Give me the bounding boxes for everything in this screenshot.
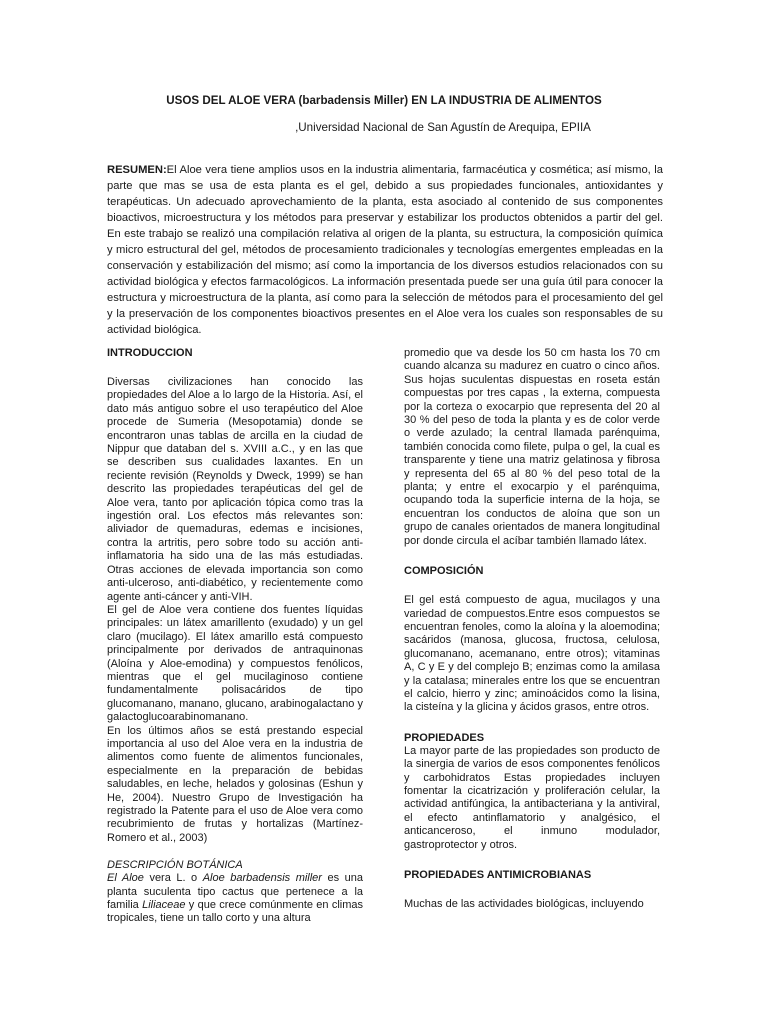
desc-text-2: es una planta suculenta tipo cactus que pertenece a la familia [107,872,363,912]
desc-paragraph [107,872,363,926]
section-heading-propiedades: PROPIEDADES [404,731,485,744]
section-heading-composicion: COMPOSICIÓN [404,565,484,578]
composition-paragraph: El gel está compuesto de agua, mucilagos y una variedad de compuestos.Entre esos compuestos se encuentran fenoles, como la aloína y la aloemodina; sacáridos (manosa, glucosa, fructosa, celulosa, glucomanano, acemanano, entre otros); vitaminas A, C y E y del complejo B; enzimas como la amilasa y la catalasa; minerales entre los que se encuentran el calcio, hierro y zinc; aminoácidos como la lisina, la cisteína y la glicina y ácidos grasos, entre otros. [404,594,660,714]
abstract-text: El Aloe vera tiene amplios usos en la industria alimentaria, farmacéutica y cosmética; así mismo, la parte que mas se usa de esta planta es el gel, debido a sus propiedades funcionales, antioxidantes y terapéuticas. Un adecuado aprovechamiento de la planta, esta asociado al contenido de sus componentes bioactivos, microestructura y los métodos para preservar y estabilizar los productos obtenidos a partir del gel. En este trabajo se realizó una compilación relativa al origen de la planta, su estructura, la composición química y micro estructural del gel, métodos de procesamiento tradicionales y tecnologías emergentes empleadas en la conservación y estabilización del mismo; así como la importancia de los diversos estudios relacionados con su actividad biológica y efectos farmacológicos. La información presentada puede ser una guía útil para conocer la estructura y microestructura de la planta, así como para la selección de métodos para el procesamiento del gel y la preservación de los componentes bioactivos presentes en el Aloe vera los cuales son responsables de su actividad biológica. [107,164,663,336]
antimicrobial-paragraph: Muchas de las actividades biológicas, incluyendo [404,898,644,910]
abstract-label: RESUMEN: [107,164,167,176]
desc-text-1: vera L. o [143,872,203,885]
desc-species: Aloe barbadensis miller [202,872,322,885]
paper-title: USOS DEL ALOE VERA (barbadensis Miller) EN LA INDUSTRIA DE ALIMENTOS [166,94,602,107]
section-heading-descripcion: DESCRIPCIÓN BOTÁNICA [107,859,243,872]
desc-text-3: y que crece comúnmente en climas tropicales, tiene un tallo corto y una altura [107,899,363,925]
abstract [107,162,663,338]
properties-paragraph: La mayor parte de las propiedades son producto de la sinergia de varios de esos componentes fenólicos y carbohidratos Estas propiedades incluyen fomentar la cicatrización y proliferación celular, la actividad antifúngica, la antibacteriana y la antiviral, el efecto antinflamatorio y analgésico, el anticanceroso, el inmuno modulador, gastroprotector y otros. [404,744,660,851]
section-heading-antimicrobianas: PROPIEDADES ANTIMICROBIANAS [404,869,592,881]
intro-paragraph-2: El gel de Aloe vera contiene dos fuentes líquidas principales: un látex amarillento (exudado) y un gel claro (mucilago). El látex amarillo está compuesto principalmente por derivados de antraquinonas (Aloína y Aloe-emodina) y compuestos fenólicos, mientras que el gel mucilaginoso contiene fundamentalmente polisacáridos de tipo glucomanano, manano, glucano, arabinogalactano y galactoglucoarabinomanano. [107,603,363,724]
right-column [404,347,660,911]
intro-paragraph-3: En los últimos años se está prestando especial importancia al uso del Aloe vera en la industria de alimentos como fuente de alimentos funcionales, especialmente en la preparación de bebidas saludables, en leche, helados y golosinas (Eshun y He, 2004). Nuestro Grupo de Investigación ha registrado la Patente para el uso de Aloe vera como recubrimiento de frutas y hortalizas (Martínez-Romero et al., 2003) [107,724,363,844]
section-heading-introduccion: INTRODUCCION [107,347,193,359]
desc-continued: promedio que va desde los 50 cm hasta los 70 cm cuando alcanza su madurez en cuatro o cinco años. Sus hojas suculentas dispuestas en roseta están compuestas por tres capas , la externa, compuesta por la corteza o exocarpio que representa del 20 al 30 % del peso de toda la planta y es de color verde o verde azulado; la central llamada parénquima, también conocida como filete, pulpa o gel, la cual es transparente y tiene una matriz gelatinosa y fibrosa y representa del 65 al 80 % del peso total de la planta; y entre el exocarpio y el parénquima, ocupando toda la superficie interna de la hoja, se encuentran los conductos de aloína que son un grupo de canales orientados de manera longitudinal por donde circula el acíbar también llamado látex. [404,347,660,547]
desc-aloe: El Aloe [107,872,144,885]
desc-family: Liliaceae [142,899,186,912]
affiliation: ,Universidad Nacional de San Agustín de Arequipa, EPIIA [295,121,591,134]
intro-paragraph-1: Diversas civilizaciones han conocido las propiedades del Aloe a lo largo de la Historia. Así, el dato más antiguo sobre el uso terapéutico del Aloe procede de Sumeria (Mesopotamia) donde se encontraron unas tablas de arcilla en la ciudad de Nippur que databan del s. XVIII a.C., y en las que se describen sus cualidades laxantes. En un reciente revisión (Reynolds y Dweck, 1999) se han descrito las propiedades terapéuticas del gel de Aloe vera, tanto por aplicación tópica como tras la ingestión oral. Los efectos más relevantes son: aliviador de quemaduras, edemas e incisiones, contra la artritis, pero sobre todo su acción anti-inflamatoria ha sido una de las más estudiadas. Otras acciones de elevada importancia son como anti-ulceroso, anti-diabético, y recientemente como agente anti-cáncer y anti-VIH. [107,376,363,603]
left-column [107,346,363,926]
